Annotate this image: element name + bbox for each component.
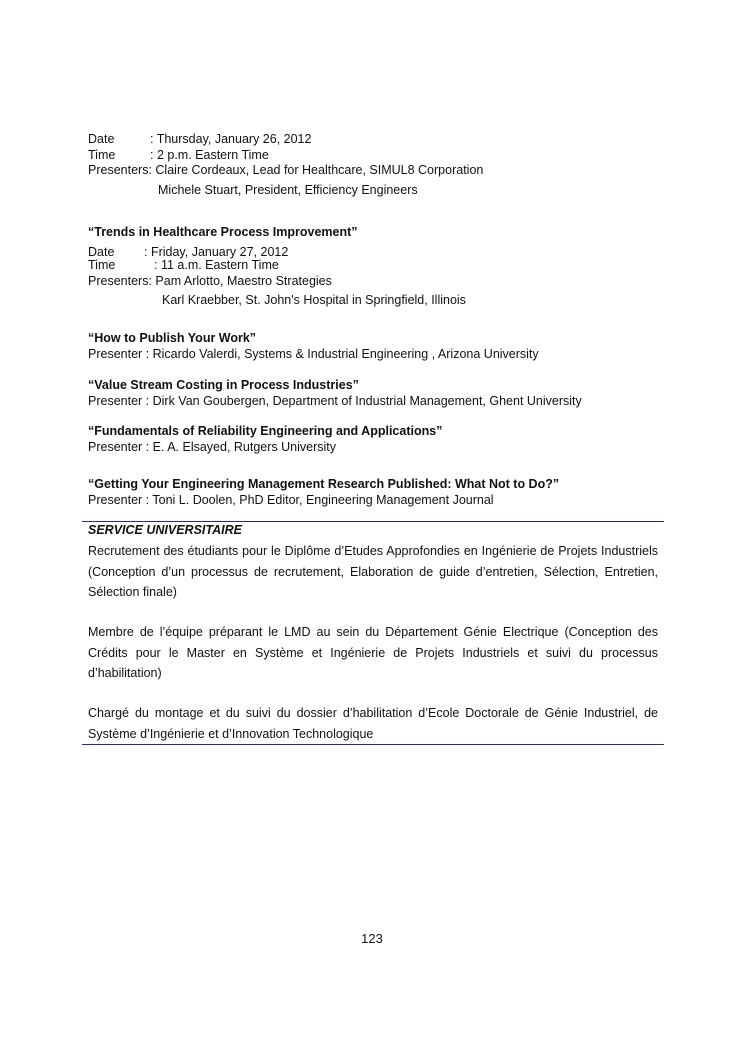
service-paragraph-2: Membre de l’équipe préparant le LMD au sein du Département Génie Electrique (Conception des Crédits pour le Master en Système et Ingénierie de Projets Industriels et suivi du processus d’habilitation) bbox=[88, 625, 658, 680]
event-1-presenter-2-line bbox=[88, 183, 483, 199]
event-4-presenter: Presenter : Dirk Van Goubergen, Department of Industrial Management, Ghent University bbox=[88, 393, 582, 408]
event-5-block bbox=[88, 424, 442, 455]
presenter-2: Michele Stuart, President, Efficiency Engineers bbox=[158, 182, 418, 197]
event-4-title: “Value Stream Costing in Process Industries” bbox=[88, 378, 359, 392]
service-paragraph-1: Recrutement des étudiants pour le Diplôme d’Etudes Approfondies en Ingénierie de Projets Industriels (Conception d’un processus de recrutement, Elaboration de guide d’entretien, Sélection, Entretien, Sélection finale) bbox=[88, 544, 658, 599]
presenter-1: Claire Cordeaux, Lead for Healthcare, SIMUL8 Corporation bbox=[155, 163, 484, 177]
event-6-title: “Getting Your Engineering Management Research Published: What Not to Do?” bbox=[88, 477, 560, 491]
presenters-label: Presenters: bbox=[88, 163, 152, 177]
event-1-time-line bbox=[88, 148, 483, 164]
section-top-rule bbox=[82, 521, 664, 522]
service-paragraph-3: Chargé du montage et du suivi du dossier d’habilitation d’Ecole Doctorale de Génie Industriel, de Système d’Ingénierie et d’Innovation Technologique bbox=[88, 706, 658, 741]
event-3-title: “How to Publish Your Work” bbox=[88, 331, 257, 345]
event-5-title: “Fundamentals of Reliability Engineering and Applications” bbox=[88, 424, 443, 438]
event-6-block bbox=[88, 477, 559, 508]
event-3-presenter: Presenter : Ricardo Valerdi, Systems & Industrial Engineering , Arizona University bbox=[88, 346, 539, 361]
presenter-2: Karl Kraebber, St. John's Hospital in Springfield, Illinois bbox=[162, 293, 466, 307]
event-2-presenters-line bbox=[88, 274, 466, 290]
event-5-presenter: Presenter : E. A. Elsayed, Rutgers University bbox=[88, 439, 337, 454]
time-value: : 11 a.m. Eastern Time bbox=[154, 258, 279, 272]
event-2-title: “Trends in Healthcare Process Improvement” bbox=[88, 225, 358, 239]
event-4-block bbox=[88, 378, 582, 409]
section-bottom-rule bbox=[82, 744, 664, 745]
page-number: 123 bbox=[361, 931, 383, 946]
event-1-date-line bbox=[88, 132, 483, 148]
event-2-time-line bbox=[88, 258, 466, 274]
presenters-label: Presenters: bbox=[88, 273, 152, 288]
event-1-presenters-line bbox=[88, 163, 483, 179]
date-value: : Thursday, January 26, 2012 bbox=[150, 132, 312, 146]
event-6-presenter: Presenter : Toni L. Doolen, PhD Editor, Engineering Management Journal bbox=[88, 492, 494, 507]
time-value: : 2 p.m. Eastern Time bbox=[150, 147, 269, 162]
service-universitaire-title: SERVICE UNIVERSITAIRE bbox=[88, 523, 242, 537]
time-label: Time bbox=[88, 147, 116, 162]
event-1-block bbox=[88, 132, 483, 198]
date-label: Date bbox=[88, 132, 115, 146]
presenter-1: Pam Arlotto, Maestro Strategies bbox=[155, 273, 332, 288]
event-2-presenter-2-line bbox=[88, 293, 466, 309]
event-2-block bbox=[88, 225, 466, 309]
time-label: Time bbox=[88, 258, 116, 272]
date-value: : Friday, January 27, 2012 bbox=[144, 244, 289, 259]
date-label: Date bbox=[88, 244, 115, 259]
event-3-block bbox=[88, 331, 539, 362]
